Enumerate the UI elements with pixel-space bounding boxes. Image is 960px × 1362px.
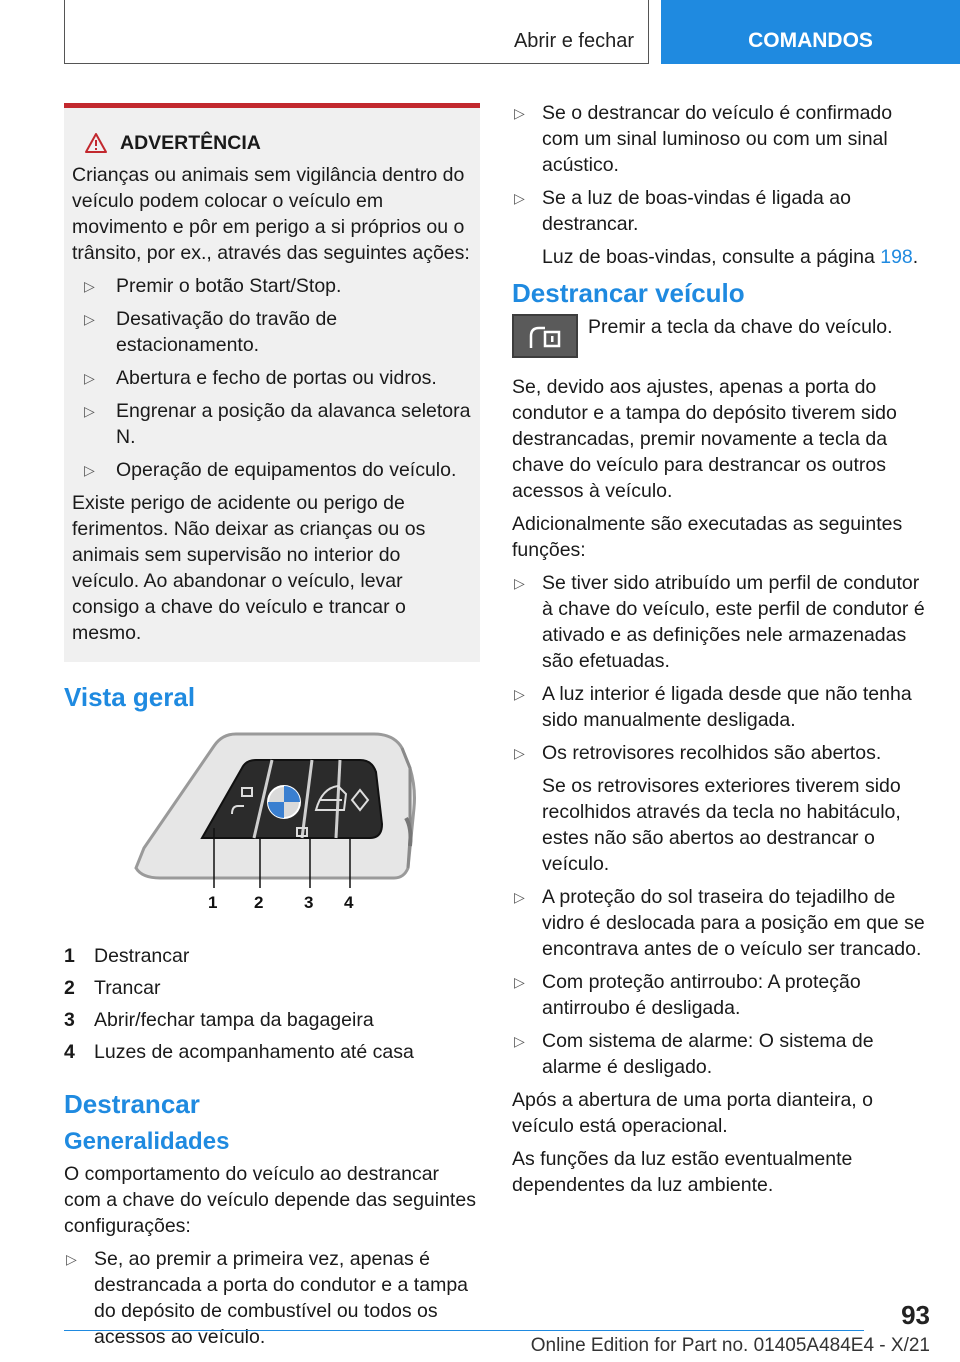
list-item: ▷ Operação de equipamentos do veículo. [84, 459, 457, 481]
key-legend [64, 943, 480, 1065]
car-key-illustration [64, 728, 480, 928]
page-link-198[interactable]: 198 [880, 246, 913, 268]
unlock-button-image [512, 314, 578, 358]
list-item: ▷ Com sistema de alarme: O sistema de alarme é desligado. [514, 1030, 874, 1078]
list-item: ▷ A proteção do sol traseira do tejadilho de vidro é deslocada para a posição em que se encontrava antes de o veículo ser trancado. [514, 886, 925, 960]
list-item: ▷ Premir o botão Start/Stop. [84, 275, 342, 297]
bullet-triangle-icon: ▷ [84, 403, 95, 419]
bullet-triangle-icon: ▷ [66, 1251, 77, 1267]
bullet-triangle-icon: ▷ [514, 745, 525, 761]
mirror-note: Se os retrovisores exteriores tiverem sido recolhidos através da tecla no habitáculo, estes não são abertos ao destrancar o veículo. [542, 775, 901, 875]
list-item: ▷ Se o destrancar do veículo é confirmado com um sinal luminoso ou com um sinal acústico. [514, 102, 893, 176]
callout-4: 4 [344, 893, 354, 912]
bullet-triangle-icon: ▷ [514, 974, 525, 990]
general-list [64, 1246, 480, 1350]
vehicle-unlock-heading: Destrancar veículo [512, 278, 745, 308]
unlock-list [512, 100, 930, 270]
general-text: O comportamento do veículo ao destrancar com a chave do veículo depende das seguintes configurações: [64, 1163, 476, 1237]
list-item: ▷ Se, ao premir a primeira vez, apenas é destrancada a porta do condutor e a tampa do depósito de combustível ou todos os acessos ao veículo. [66, 1248, 469, 1348]
legend-item: 2 Trancar [64, 977, 161, 999]
bullet-triangle-icon: ▷ [84, 278, 95, 294]
bullet-triangle-icon: ▷ [84, 311, 95, 327]
unlock-para-3: Após a abertura de uma porta dianteira, o veículo está operacional. [512, 1089, 873, 1137]
legend-item: 4 Luzes de acompanhamento até casa [64, 1041, 414, 1063]
unlock-heading: Destrancar [64, 1089, 200, 1119]
functions-list [512, 570, 930, 1080]
bullet-triangle-icon: ▷ [84, 370, 95, 386]
bullet-triangle-icon: ▷ [514, 1033, 525, 1049]
left-column [64, 103, 480, 1357]
warning-heading [84, 130, 472, 156]
legend-item: 1 Destrancar [64, 945, 190, 967]
bullet-triangle-icon: ▷ [514, 105, 525, 121]
bullet-triangle-icon: ▷ [514, 190, 525, 206]
list-item: ▷ A luz interior é ligada desde que não tenha sido manualmente desligada. [514, 683, 912, 731]
warning-title: ADVERTÊNCIA [120, 132, 261, 154]
page-number: 93 [901, 1300, 930, 1330]
list-item: ▷ Desativação do travão de estacionamento. [84, 308, 338, 356]
header-section-title: Abrir e fechar [513, 30, 634, 52]
unlock-para-4: As funções da luz estão eventualmente dependentes da luz ambiente. [512, 1148, 853, 1196]
list-item: ▷ Engrenar a posição da alavanca seletora N. [84, 400, 471, 448]
bullet-triangle-icon: ▷ [514, 889, 525, 905]
unlock-symbol-icon [525, 322, 565, 350]
callout-3: 3 [304, 893, 314, 912]
bullet-triangle-icon: ▷ [84, 462, 95, 478]
unlock-para-1: Se, devido aos ajustes, apenas a porta do condutor e a tampa do depósito tiverem sido destrancadas, premir novamente a tecla da chave do veículo para destrancar os outros acessos à veículo. [512, 376, 897, 502]
overview-heading: Vista geral [64, 682, 196, 712]
warning-list [72, 273, 472, 483]
warning-triangle-icon [84, 132, 108, 154]
footer-divider [64, 1330, 864, 1331]
list-item: ▷ Os retrovisores recolhidos são abertos. Se os retrovisores exteriores tiverem sido recolhidos através da tecla no habitáculo, estes não são abertos ao destrancar o veículo. [512, 740, 930, 877]
legend-item: 3 Abrir/fechar tampa da bagageira [64, 1009, 374, 1031]
footer-edition: Online Edition for Part no. 01405A484E4 - X/21 [530, 1335, 930, 1356]
callout-2: 2 [254, 893, 264, 912]
welcome-light-reference: Luz de boas-vindas, consulte a página 198. [542, 246, 919, 268]
general-heading: Generalidades [64, 1128, 230, 1155]
unlock-para-2: Adicionalmente são executadas as seguintes funções: [512, 513, 903, 561]
callout-1: 1 [208, 893, 218, 912]
bullet-triangle-icon: ▷ [514, 686, 525, 702]
unlock-button-row [512, 314, 930, 358]
list-item: ▷ Se a luz de boas-vindas é ligada ao destrancar. Luz de boas-vindas, consulte a página 198. [512, 185, 930, 270]
warning-box [64, 103, 480, 662]
header-chapter-tab[interactable]: COMANDOS [661, 0, 960, 64]
list-item: ▷ Com proteção antirroubo: A proteção antirroubo é desligada. [514, 971, 861, 1019]
list-item: ▷ Se tiver sido atribuído um perfil de condutor à chave do veículo, este perfil de condutor é ativado e as definições nele armazenadas são efetuadas. [514, 572, 925, 672]
right-column [512, 100, 930, 1205]
bullet-triangle-icon: ▷ [514, 575, 525, 591]
warning-intro: Crianças ou animais sem vigilância dentro do veículo podem colocar o veículo em movimento e pôr em perigo a si próprios ou o trânsito, por ex., através das seguintes ações: [72, 164, 470, 264]
unlock-button-instruction: Premir a tecla da chave do veículo. [588, 316, 893, 338]
warning-outro: Existe perigo de acidente ou perigo de ferimentos. Não deixar as crianças ou os animais sem supervisão no interior do veículo. Ao abandonar o veículo, levar consigo a chave do veículo e trancar o mesmo. [72, 492, 426, 644]
list-item: ▷ Abertura e fecho de portas ou vidros. [84, 367, 437, 389]
